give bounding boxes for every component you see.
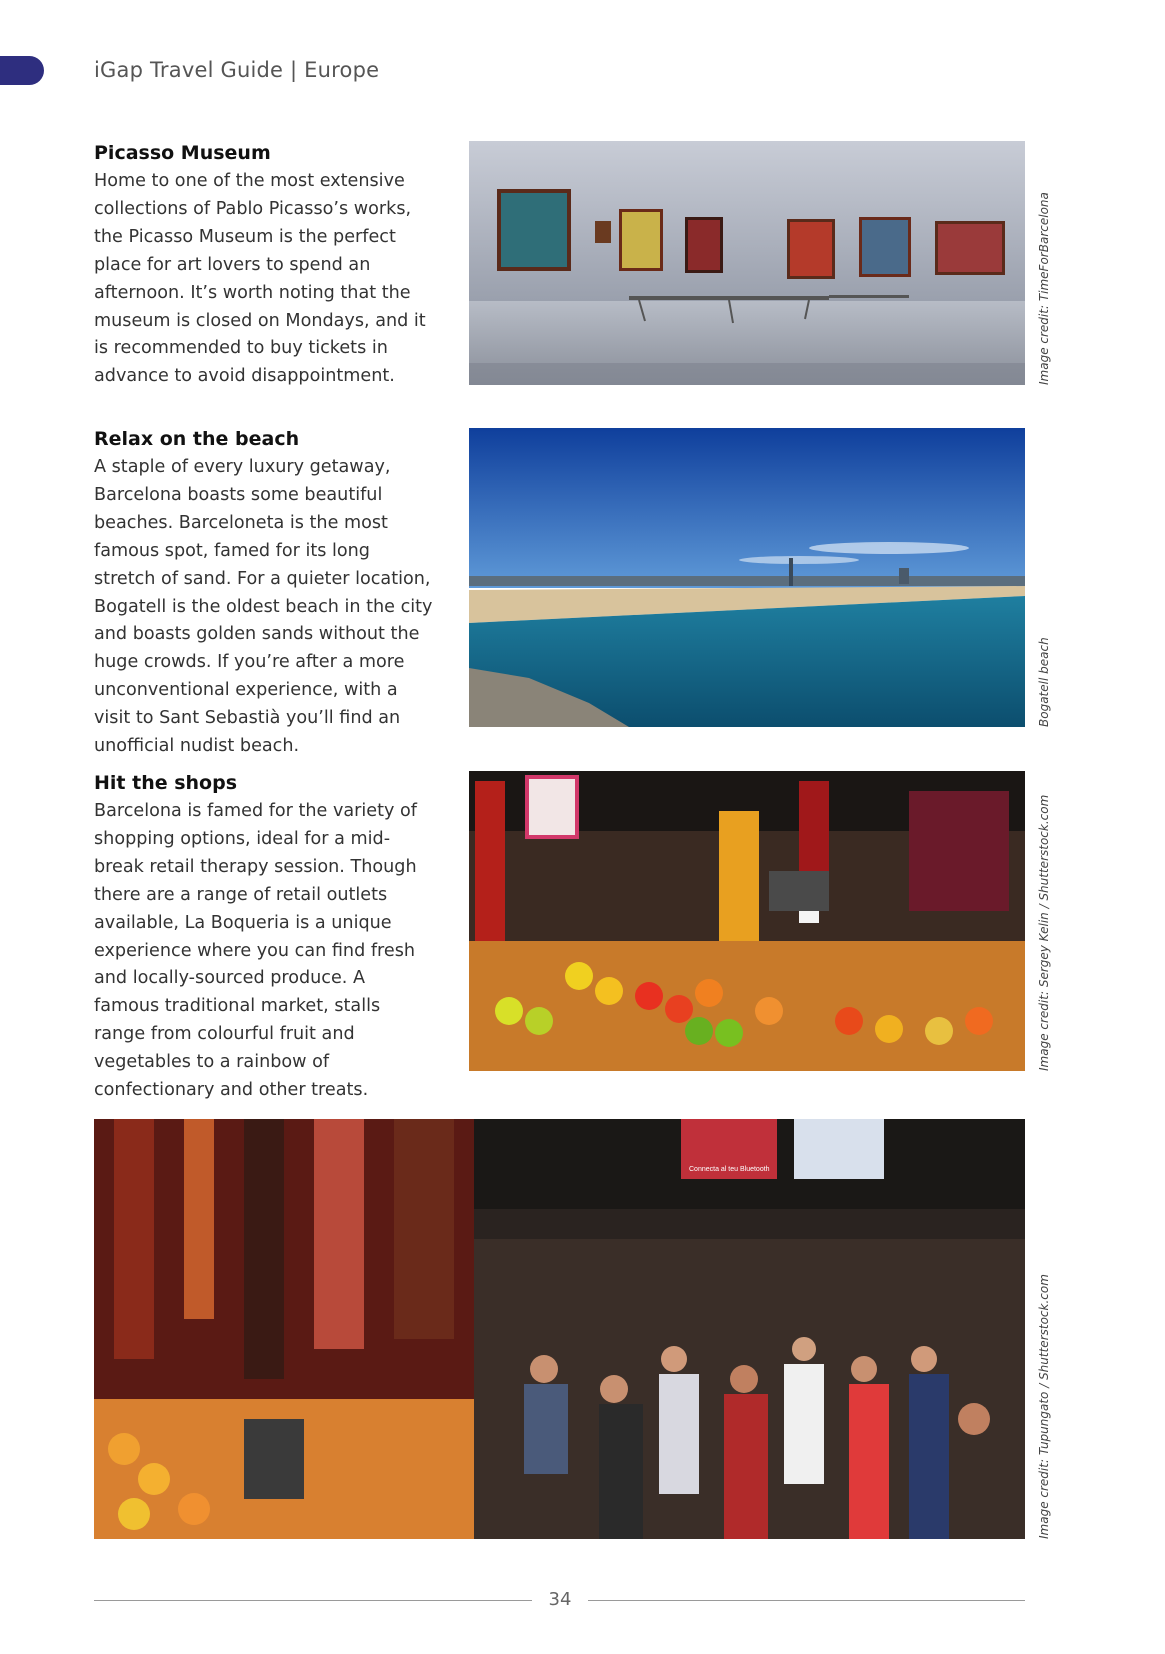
section-picasso-museum — [94, 142, 434, 391]
boqueria-market-photo — [469, 771, 1025, 1071]
page-header-title: iGap Travel Guide | Europe — [94, 58, 380, 82]
footer-rule-left — [94, 1600, 532, 1601]
section-heading: Hit the shops — [94, 772, 238, 794]
accent-tab-marker — [0, 56, 44, 85]
market-image-credit: Image credit: Sergey Kelin / Shutterstock.com — [1037, 794, 1051, 1071]
section-body: Barcelona is famed for the variety of shopping options, ideal for a mid-break retail therapy session. Though there are a range of retail outlets available, La Boqueria is a unique experience where you can find fresh and locally-sourced produce. A famous traditional market, stalls range from colourful fruit and vegetables to a rainbow of confectionary and other treats. — [94, 801, 417, 1101]
section-heading: Picasso Museum — [94, 142, 271, 164]
section-relax-beach — [94, 428, 434, 761]
museum-image-credit: Image credit: TimeForBarcelona — [1037, 192, 1051, 385]
section-body: Home to one of the most extensive collections of Pablo Picasso’s works, the Picasso Museum is the perfect place for art lovers to spend an afternoon. It’s worth noting that the museum is closed on Mondays, and it is recommended to buy tickets in advance to avoid disappointment. — [94, 171, 426, 387]
crowd-image-credit: Image credit: Tupungato / Shutterstock.com — [1037, 1274, 1051, 1539]
footer-rule-right — [588, 1600, 1025, 1601]
bogatell-beach-photo — [469, 428, 1025, 727]
section-hit-shops — [94, 772, 434, 1105]
boqueria-crowd-photo — [94, 1119, 1025, 1539]
page-number: 34 — [548, 1589, 572, 1610]
section-heading: Relax on the beach — [94, 428, 300, 450]
beach-image-caption: Bogatell beach — [1037, 637, 1051, 727]
section-body: A staple of every luxury getaway, Barcelona boasts some beautiful beaches. Barceloneta is the most famous spot, famed for its long stretch of sand. For a quieter location, Bogatell is the oldest beach in the city and boasts golden sands without the huge crowds. If you’re after a more unconventional experience, with a visit to Sant Sebastià you’ll find an unofficial nudist beach. — [94, 457, 433, 757]
picasso-museum-photo — [469, 141, 1025, 385]
crowd-photo-sign-text: Connecta al teu Bluetooth — [689, 1166, 770, 1173]
